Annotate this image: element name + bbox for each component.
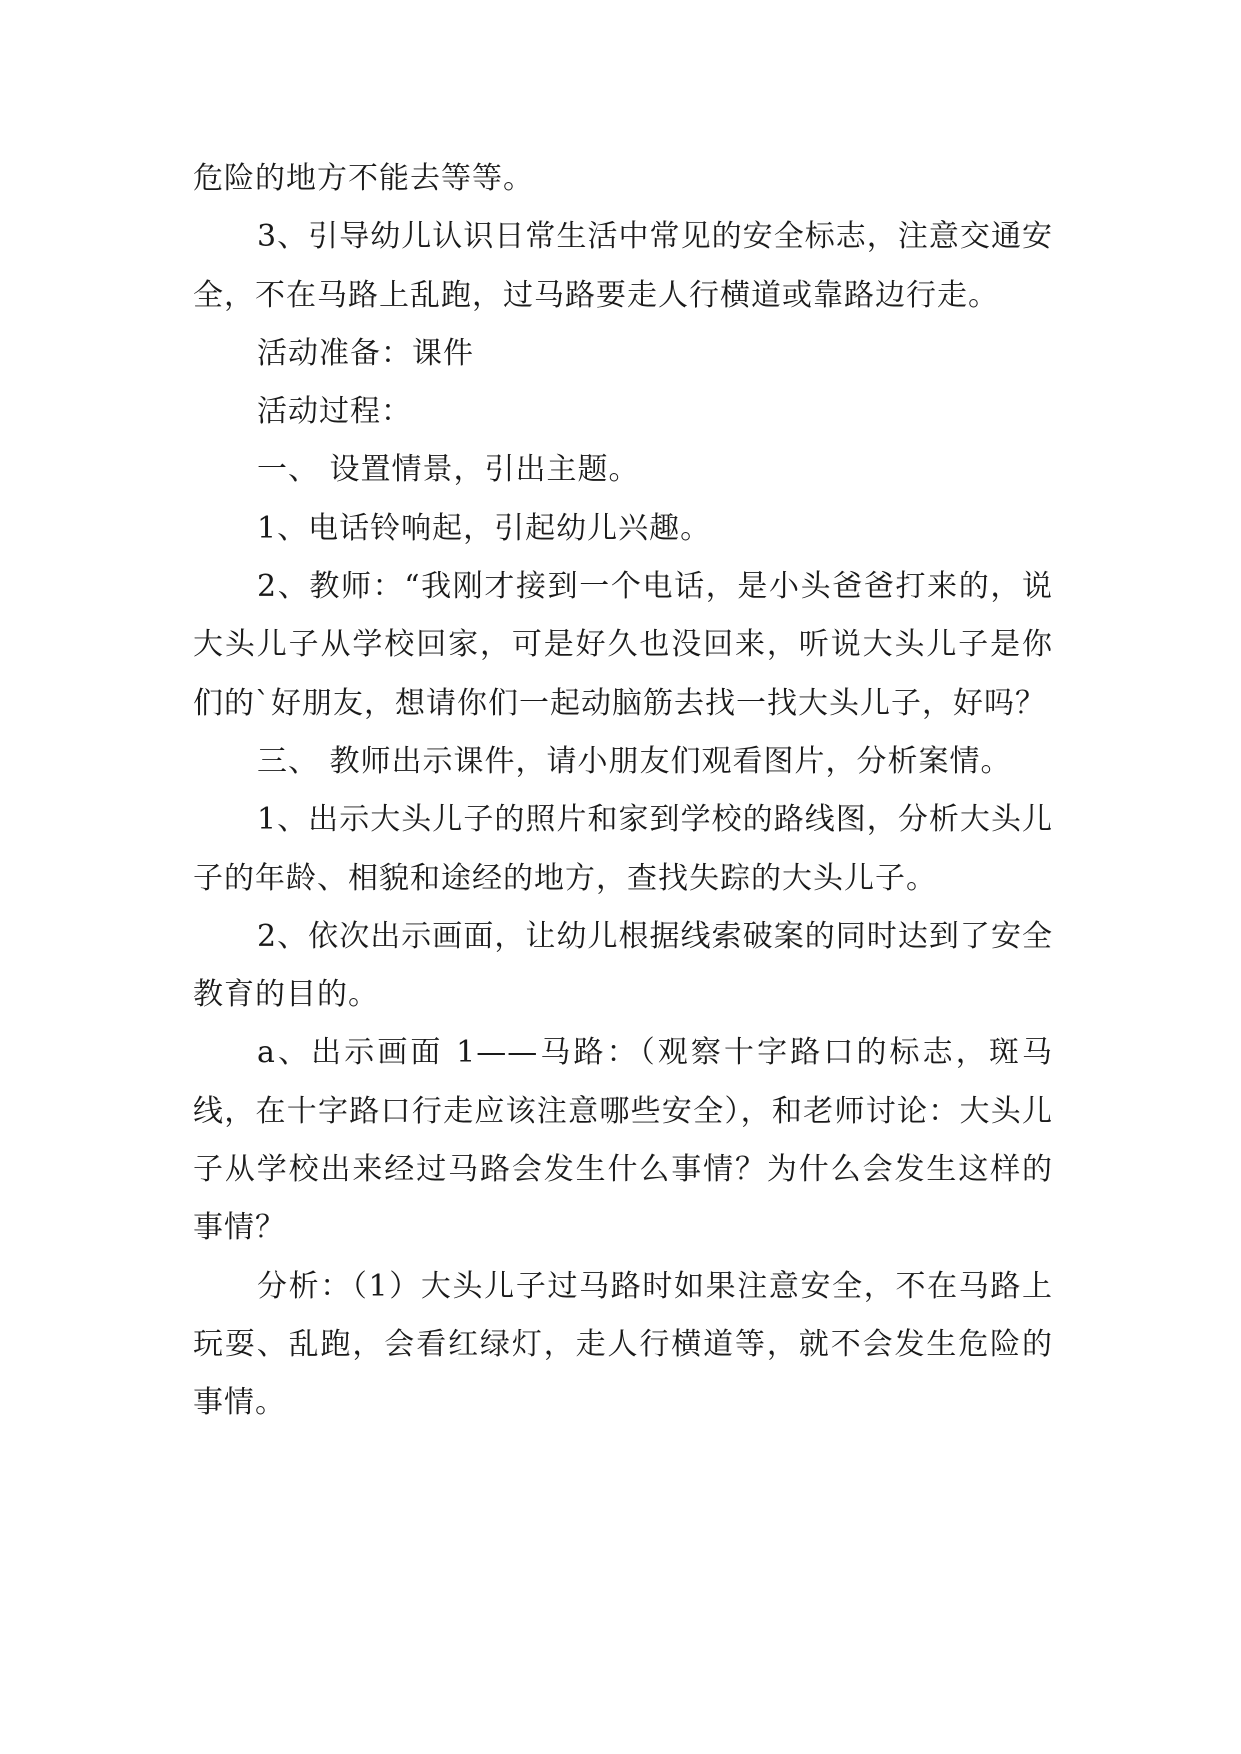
paragraph-step-3-1: 1、出示大头儿子的照片和家到学校的路线图，分析大头儿子的年龄、相貌和途经的地方，查找失踪的大头儿子。 [193,802,1053,896]
paragraph-section-1: 一、 设置情景，引出主题。 [257,452,640,488]
paragraph-step-3-2: 2、依次出示画面，让幼儿根据线索破案的同时达到了安全教育的目的。 [193,918,1053,1013]
paragraph-step-1: 1、电话铃响起，引起幼儿兴趣。 [257,510,712,546]
paragraph-continuation: 危险的地方不能去等等。 [193,161,534,196]
paragraph-process-heading: 活动过程： [257,394,412,430]
document-body [193,150,1053,1433]
paragraph-analysis: 分析：（1）大头儿子过马路时如果注意安全，不在马路上玩耍、乱跑，会看红绿灯，走人行横道等，就不会发生危险的事情。 [193,1268,1053,1421]
paragraph-scene-a: a、出示画面 1——马路：（观察十字路口的标志，斑马线，在十字路口行走应该注意哪些安全），和老师讨论：大头儿子从学校出来经过马路会发生什么事情？为什么会发生这样的事情？ [193,1035,1053,1246]
paragraph-section-3: 三、 教师出示课件，请小朋友们观看图片，分析案情。 [257,743,1012,779]
paragraph-goal-3: 3、引导幼儿认识日常生活中常见的安全标志，注意交通安全，不在马路上乱跑，过马路要走人行横道或靠路边行走。 [193,219,1053,313]
paragraph-preparation: 活动准备：课件 [257,335,474,371]
paragraph-step-2: 2、教师：“我刚才接到一个电话，是小头爸爸打来的，说大头儿子从学校回家，可是好久也没回来，听说大头儿子是你们的`好朋友，想请你们一起动脑筋去找一找大头儿子，好吗？ [193,569,1053,721]
